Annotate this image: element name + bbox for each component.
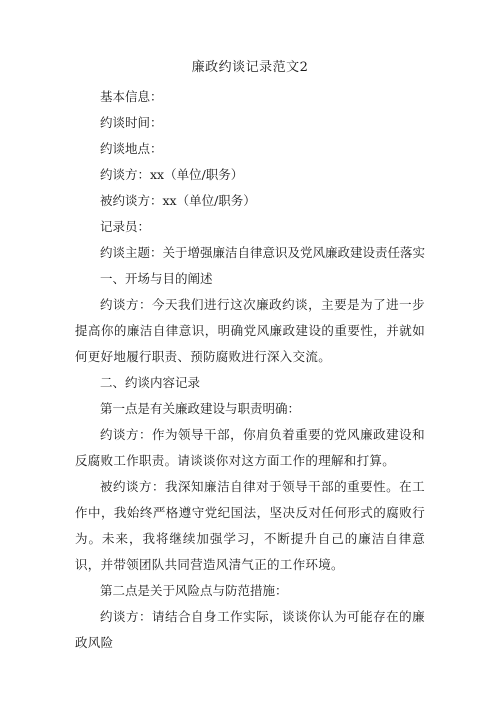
interview-time-label: 约谈时间： (100, 115, 163, 130)
recorder-label: 记录员： (100, 219, 151, 234)
point-one-answer: 被约谈方：我深知廉洁自律对于领导干部的重要性。在工作中，我始终严格遵守党纪国法，坚决反对任何形式的腐败行为。未来，我将继续加强学习，不断提升自己的廉洁自律意识，并带领团队共同营造风清气正的工作环境。 (75, 479, 425, 572)
interviewer-label: 约谈方：xx（单位/职务） (100, 167, 244, 182)
interviewee-label: 被约谈方：xx（单位/职务） (100, 193, 256, 208)
document-title: 廉政约谈记录范文2 (191, 60, 309, 75)
interview-theme: 约谈主题：关于增强廉洁自律意识及党风廉政建设责任落实 (100, 245, 426, 260)
point-two-question: 约谈方：请结合自身工作实际，谈谈你认为可能存在的廉政风险 (75, 609, 425, 650)
section-heading-opening: 一、开场与目的阐述 (100, 271, 213, 286)
section-heading-content: 二、约谈内容记录 (100, 375, 201, 390)
point-one-heading: 第一点是有关廉政建设与职责明确： (100, 401, 301, 416)
interview-place-label: 约谈地点： (100, 141, 163, 156)
point-two-heading: 第二点是关于风险点与防范措施： (100, 583, 288, 598)
point-one-question: 约谈方：作为领导干部，你肩负着重要的党风廉政建设和反腐败工作职责。请谈谈你对这方面工作的理解和打算。 (75, 427, 425, 468)
basic-info-label: 基本信息： (100, 89, 163, 104)
opening-paragraph: 约谈方：今天我们进行这次廉政约谈，主要是为了进一步提高你的廉洁自律意识，明确党风廉政建设的重要性，并就如何更好地履行职责、预防腐败进行深入交流。 (75, 297, 425, 364)
